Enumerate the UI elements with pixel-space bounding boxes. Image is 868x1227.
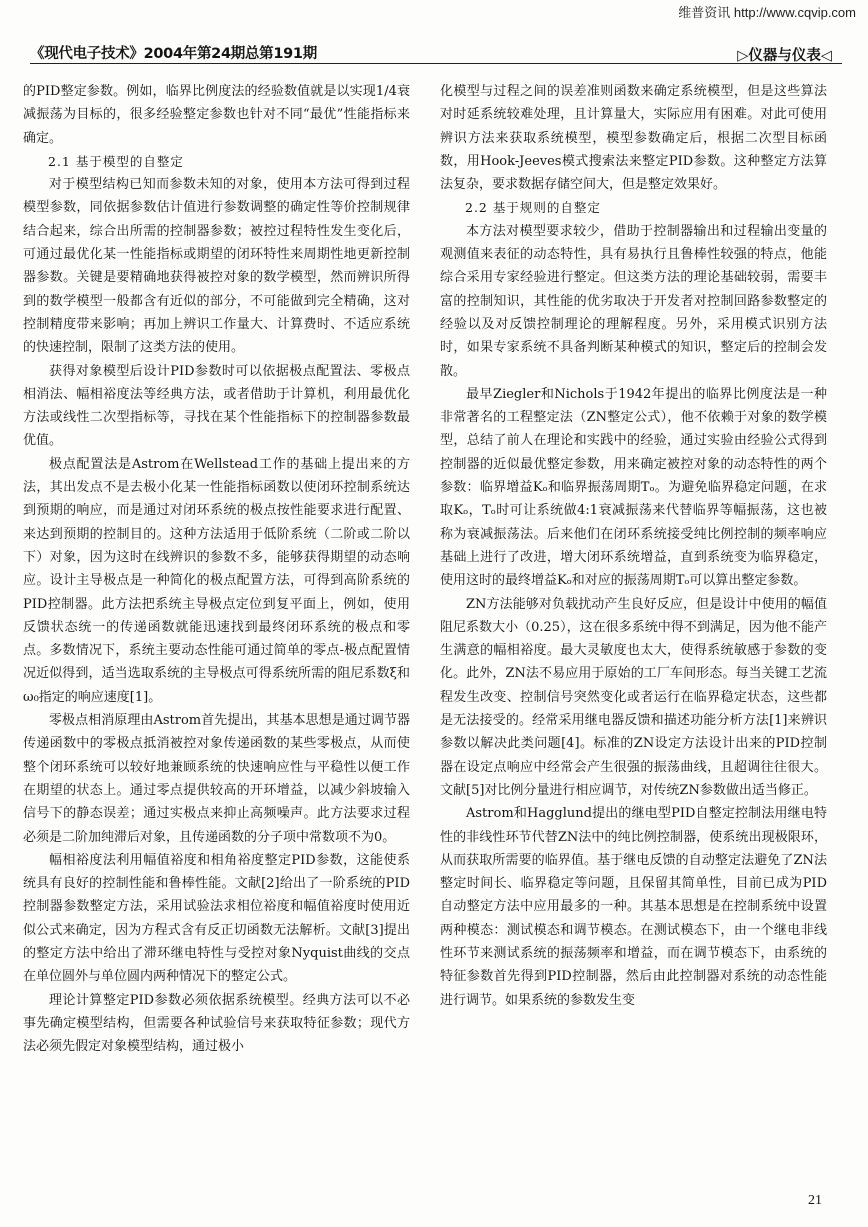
paragraph: 幅相裕度法利用幅值裕度和相角裕度整定PID参数，这能使系统具有良好的控制性能和鲁棒性能。文献[2]给出了一阶系统的PID控制器参数整定方法，采用试验法求相位裕度和幅值裕度时使用近似公式来确定，因为方程式含有反正切函数无法解析。文献[3]提出的整定方法中给出了滞环继电特性与受控对象Nyquist曲线的交点在单位圆外与单位圆内两种情况下的整定公式。 bbox=[23, 852, 410, 985]
paragraph: 本方法对模型要求较少，借助于控制器输出和过程输出变量的观测值来表征的动态特性，具有易执行且鲁棒性较强的特点，他能综合采用专家经验进行整定。但这类方法的理论基础较弱，需要丰富的控制知识，其性能的优劣取决于开发者对控制回路参数整定的经验以及对反馈控制理论的理解程度。另外，采用模式识别方法时，如果专家系统不具备判断某种模式的知识，整定后的控制会发散。 bbox=[440, 223, 827, 379]
paragraph: 极点配置法是Astrom在Wellstead工作的基础上提出来的方法，其出发点不是去极小化某一性能指标函数以使闭环控制系统达到预期的响应，而是通过对闭环系统的极点按性能要求进行配置、来达到预期的控制目的。这种方法适用于低阶系统（二阶或二阶以下）对象，因为这时在线辨识的参数不多，能够获得期望的动态响应。设计主导极点是一种简化的极点配置方法，可得到高阶系统的PID控制器。此方法把系统主导极点定位到复平面上，例如，使用反馈状态统一的传递函数就能迅速找到最终闭环系统的极点和零点。多数情况下，系统主要动态性能可通过简单的零点-极点配置情况近似得到，适当选取系统的主导极点可得系统所需的阻尼系数ξ和ω₀指定的响应速度[1]。 bbox=[23, 456, 410, 705]
paragraph: 理论计算整定PID参数必须依据系统模型。经典方法可以不必事先确定模型结构，但需要各种试验信号来获取特征参数；现代方法必须先假定对象模型结构，通过极小 bbox=[23, 992, 410, 1055]
right-column bbox=[440, 80, 827, 1012]
paragraph: 获得对象模型后设计PID参数时可以依据极点配置法、零极点相消法、幅相裕度法等经典方法，或者借助于计算机，利用最优化方法或线性二次型指标等，寻找在某个性能指标下的控制器参数最优值。 bbox=[23, 363, 410, 449]
header-rule bbox=[30, 63, 842, 64]
page-number: 21 bbox=[808, 1193, 822, 1208]
paragraph: Astrom和Hagglund提出的继电型PID自整定控制法用继电特性的非线性环节代替ZN法中的纯比例控制器，使系统出现极限环，从而获取所需要的临界值。基于继电反馈的自动整定法避免了ZN法整定时间长、临界稳定等问题，且保留其简单性，目前已成为PID自动整定方法中应用最多的一种。其基本思想是在控制系统中设置两种模态：测试模态和调节模态。在测试模态下，由一个继电非线性环节来测试系统的振荡频率和增益，而在调节模态下，由系统的特征参数首先得到PID控制器，然后由此控制器对系统的动态性能进行调节。如果系统的参数发生变 bbox=[440, 806, 827, 1008]
watermark-text: 维普资讯 http://www.cqvip.com bbox=[678, 5, 856, 20]
paragraph: 零极点相消原理由Astrom首先提出，其基本思想是通过调节器传递函数中的零极点抵消被控对象传递函数的某些零极点，从而使整个闭环系统可以较好地兼顾系统的快速响应性与平稳性以便工作在期望的状态上。通过零点提供较高的开环增益，以减少斜坡输入信号下的静态误差；通过实极点来抑止高频噪声。此方法要求过程必须是二阶加纯滞后对象，且传递函数的分子项中常数项不为0。 bbox=[23, 713, 410, 845]
section-heading: 2.2 基于规则的自整定 bbox=[465, 200, 601, 216]
left-column bbox=[23, 80, 410, 1058]
journal-header: 《现代电子技术》2004年第24期总第191期 bbox=[30, 46, 317, 62]
paragraph: ZN方法能够对负载扰动产生良好反应，但是设计中使用的幅值阻尼系数大小（0.25），这在很多系统中得不到满足，因为他不能产生满意的幅相裕度。最大灵敏度也太大，使得系统敏感于参数的变化。此外，ZN法不易应用于原始的工厂车间形态。每当关键工艺流程发生改变、控制信号突然变化或者运行在临界稳定状态，这些都是无法接受的。经常采用继电器反馈和描述功能分析方法[1]来辨识参数以解决此类问题[4]。标准的ZN设定方法设计出来的PID控制器在设定点响应中经常会产生很强的振荡曲线，且超调往往很大。文献[5]对比例分量进行相应调节，对传统ZN参数做出适当修正。 bbox=[440, 596, 827, 798]
paragraph: 的PID整定参数。例如，临界比例度法的经验数值就是以实现1/4衰减振荡为目标的，很多经验整定参数也针对不同“最优”性能指标来确定。 bbox=[23, 84, 410, 146]
section-tag: ▷仪器与仪表◁ bbox=[737, 48, 832, 64]
paragraph: 化模型与过程之间的误差准则函数来确定系统模型，但是这些算法对时延系统较难处理，且计算量大，实际应用有困难。对此可使用辨识方法来获取系统模型，模型参数确定后，根据二次型目标函数，用Hook-Jeeves模式搜索法来整定PID参数。这种整定方法算法复杂，要求数据存储空间大，但是整定效果好。 bbox=[440, 84, 827, 193]
section-heading: 2.1 基于模型的自整定 bbox=[48, 153, 184, 169]
paragraph: 最早Ziegler和Nichols于1942年提出的临界比例度法是一种非常著名的工程整定法（ZN整定公式），他不依赖于对象的数学模型，总结了前人在理论和实践中的经验，通过实验由经验公式得到控制器的近似最优整定参数，用来确定被控对象的动态特性的两个参数：临界增益Kₒ和临界振荡周期Tₒ。为避免临界稳定问题，在求取Kₒ，Tₒ时可让系统做4:1衰减振荡来代替临界等幅振荡，这也被称为衰减振荡法。后来他们在闭环系统接受纯比例控制的频率响应基础上进行了改进，增大闭环系统增益，直到系统变为临界稳定，使用这时的最终增益Kₒ和对应的振荡周期Tₒ可以算出整定参数。 bbox=[440, 386, 827, 589]
paragraph: 对于模型结构已知而参数未知的对象，使用本方法可得到过程模型参数，同依据参数估计值进行参数调整的确定性等价控制规律结合起来，综合出所需的控制器参数；被控过程特性发生变化后，可通过最优化某一性能指标或期望的闭环特性来周期性地更新控制器参数。关键是要精确地获得被控对象的数学模型，然而辨识所得到的数学模型一般都含有近似的部分，不可能做到完全精确，这对控制精度带来影响；再加上辨识工作量大、计算费时、不适应系统的快速控制，限制了这类方法的使用。 bbox=[23, 177, 410, 356]
